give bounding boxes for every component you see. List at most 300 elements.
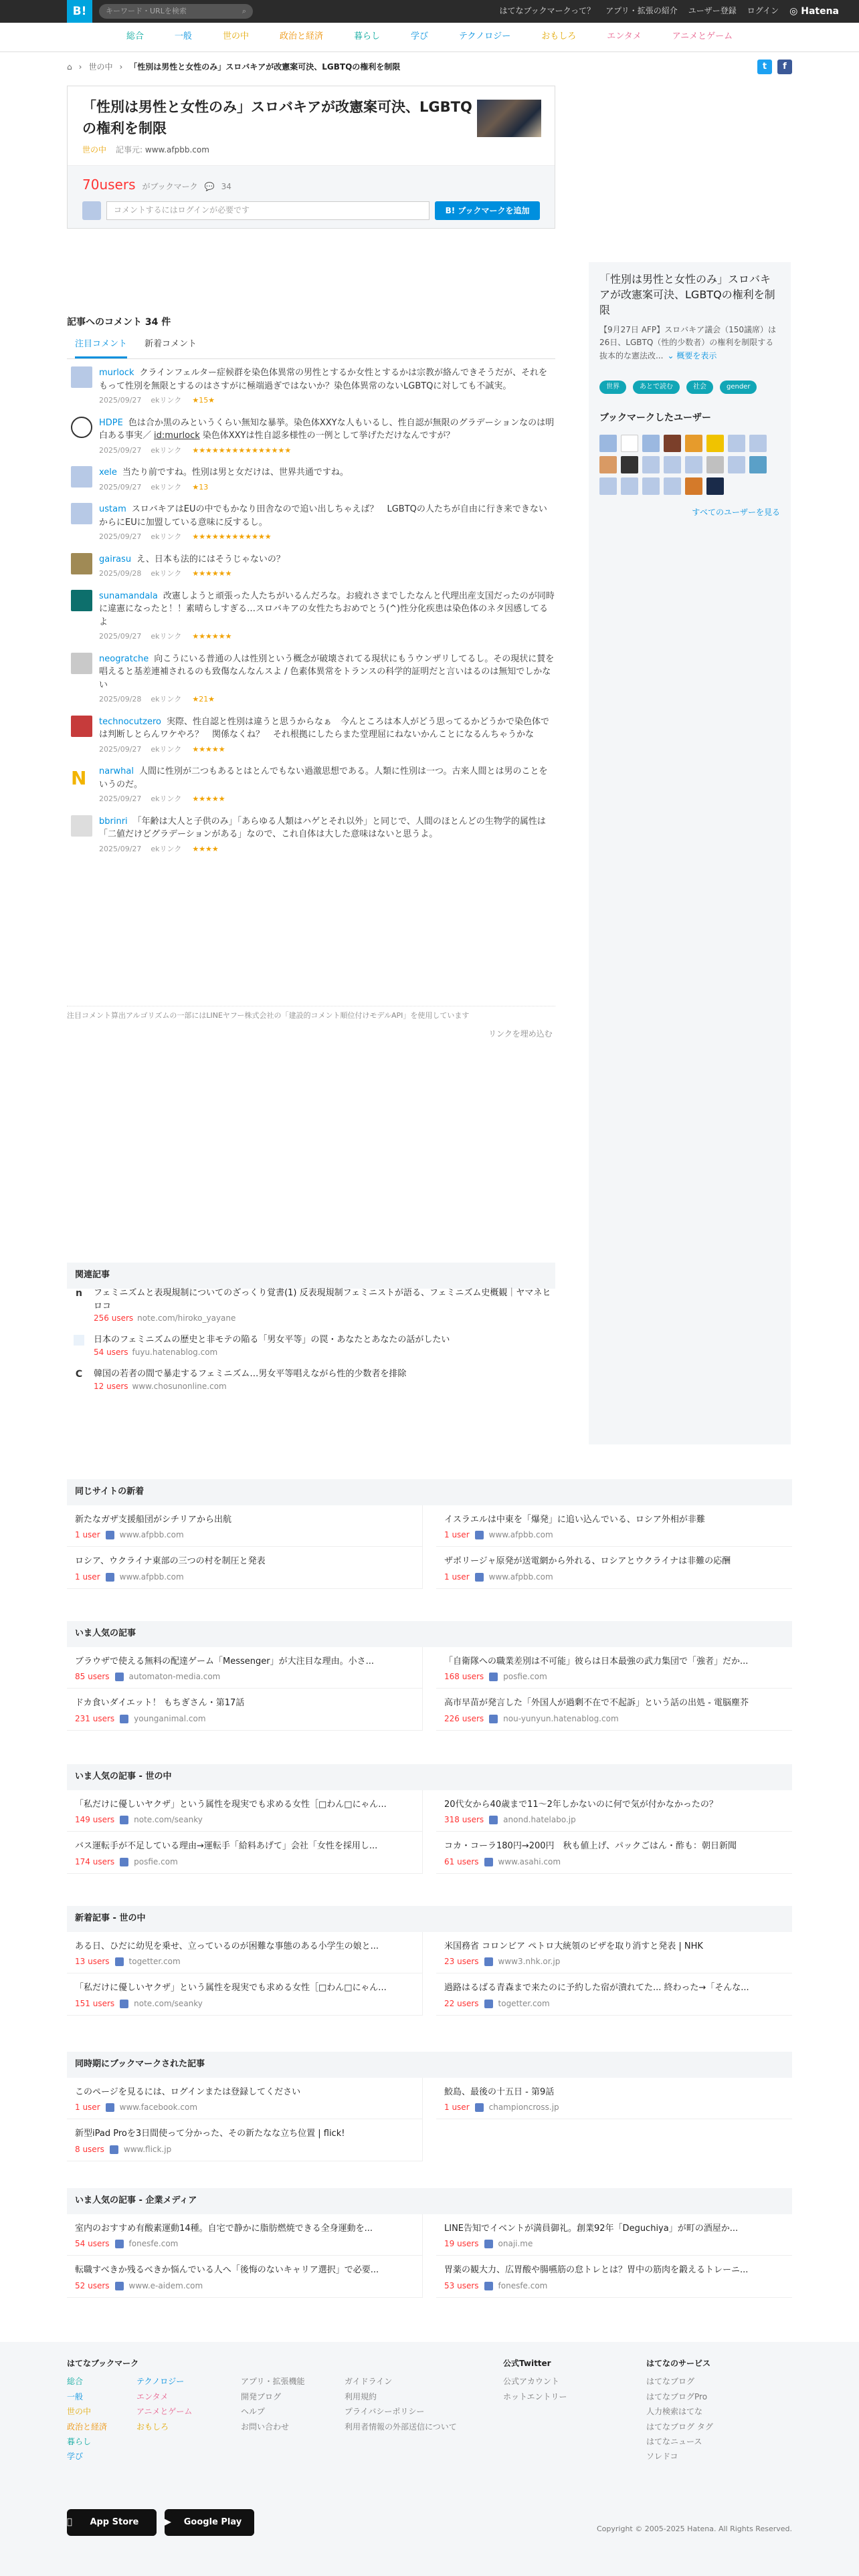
- entry-item-users[interactable]: 226 users: [444, 1713, 484, 1723]
- entry-item-site[interactable]: note.com/seanky: [134, 1814, 203, 1824]
- footer-col2: [241, 2358, 305, 2436]
- related-site[interactable]: fuyu.hatenablog.com: [132, 1347, 218, 1357]
- entry-thumbnail[interactable]: [477, 100, 541, 137]
- entry-item-title[interactable]: 20代女から40歳まで11〜2年しかないのに何で気が付かなかったの？: [444, 1799, 718, 1810]
- entry-item-site[interactable]: nou-yunyun.hatenablog.com: [503, 1713, 619, 1723]
- nav-learning[interactable]: 学び: [410, 31, 428, 42]
- entry-item-site[interactable]: anond.hatelabo.jp: [503, 1814, 576, 1824]
- entry-item-title[interactable]: 過路はるばる青森まで来たのに予約した宿が潰れてた... 終わった→「そんな...: [444, 1983, 749, 1994]
- user-avatar[interactable]: [706, 456, 724, 473]
- tag[interactable]: gender: [720, 381, 757, 395]
- footer-category-link[interactable]: 一般: [67, 2391, 84, 2401]
- entry-item-users[interactable]: 231 users: [75, 1713, 115, 1723]
- comment-meta: [99, 744, 555, 756]
- entry-item[interactable]: [436, 1647, 792, 1689]
- entry-item-title[interactable]: 「私だけに優しいヤクザ」という属性を現実でも求める女性［□わん□にゃん...: [75, 1799, 387, 1810]
- comment-link[interactable]: ekリンク: [151, 794, 182, 803]
- entry-item-title[interactable]: 「自衛隊への職業差別は不可能」彼らは日本最強の武力集団で「強者」だか...: [444, 1656, 749, 1667]
- entry-item-users[interactable]: 318 users: [444, 1814, 484, 1824]
- entry-item-site[interactable]: automaton-media.com: [128, 1671, 221, 1681]
- footer-service-link[interactable]: はてなブログ: [646, 2377, 695, 2387]
- entry-item-users[interactable]: 1 user: [444, 1572, 470, 1582]
- user-avatar[interactable]: [642, 456, 660, 473]
- comment-user[interactable]: neogratche: [99, 653, 149, 664]
- entry-item-title[interactable]: 新たなガザ支援船団がシチリアから出航: [75, 1514, 232, 1525]
- entry-item-site[interactable]: www.afpbb.com: [488, 1529, 553, 1539]
- comment-date[interactable]: 2025/09/27: [99, 632, 142, 641]
- comment-user[interactable]: gairasu: [99, 554, 132, 564]
- entry-item-title[interactable]: このページを見るには、ログインまたは登録してください: [75, 2086, 301, 2097]
- comment-user[interactable]: technocutzero: [99, 716, 161, 727]
- section-heading: 同時期にブックマークされた記事: [67, 2052, 792, 2078]
- tag[interactable]: 社会: [686, 381, 713, 395]
- entry-item-users[interactable]: 1 user: [444, 1529, 470, 1539]
- entry-item-site[interactable]: www.e-aidem.com: [128, 2280, 203, 2290]
- hatena-bookmark-logo[interactable]: B!: [67, 0, 92, 23]
- app-store-badge[interactable]: [67, 2509, 157, 2536]
- nav-general[interactable]: 総合: [126, 31, 144, 42]
- entry-item-site[interactable]: www3.nhk.or.jp: [498, 1956, 561, 1966]
- entry-item[interactable]: [67, 2214, 423, 2256]
- comment-date[interactable]: 2025/09/27: [99, 844, 142, 853]
- entry-item-meta: [444, 1572, 785, 1583]
- search-input[interactable]: [99, 4, 253, 19]
- entry-item-title[interactable]: コカ・コーラ180円→200円 秋も値上げ、パックごはん・酢も：朝日新聞: [444, 1841, 737, 1852]
- show-summary-label: 概要を表示: [676, 351, 717, 361]
- entry-item-site[interactable]: www.asahi.com: [498, 1856, 561, 1866]
- entry-item-users[interactable]: 54 users: [75, 2238, 110, 2248]
- entry-item-meta: [75, 1814, 415, 1826]
- footer-category-link[interactable]: テクノロジー: [136, 2377, 185, 2387]
- comment-body: [99, 590, 555, 643]
- entry-item[interactable]: [436, 1973, 792, 2016]
- entry-site[interactable]: www.afpbb.com: [145, 145, 209, 154]
- comment-stars[interactable]: ★★★★★: [192, 794, 225, 803]
- footer-link[interactable]: 開発ブログ: [241, 2391, 282, 2401]
- comment-date[interactable]: 2025/09/28: [99, 695, 142, 704]
- entry-item-users[interactable]: 23 users: [444, 1956, 479, 1966]
- footer-category-link[interactable]: 暮らし: [67, 2436, 92, 2446]
- user-avatar[interactable]: [664, 435, 681, 452]
- login-link[interactable]: ログイン: [747, 6, 779, 16]
- entry-item-users[interactable]: 168 users: [444, 1671, 484, 1681]
- section-grid: [67, 1647, 792, 1731]
- avatar: [82, 201, 101, 220]
- user-avatar[interactable]: [599, 435, 617, 452]
- comment-item: [71, 590, 555, 643]
- comment-date[interactable]: 2025/09/27: [99, 532, 142, 541]
- user-avatar[interactable]: [685, 435, 702, 452]
- tab-popular[interactable]: 注目コメント: [75, 338, 127, 358]
- entry-item-title[interactable]: ザポリージャ原発が送電網から外れる、ロシアとウクライナは非難の応酬: [444, 1556, 731, 1567]
- site-favicon: [489, 1715, 498, 1723]
- entry-item-site[interactable]: fonesfe.com: [498, 2280, 548, 2290]
- entry-item[interactable]: [436, 1832, 792, 1874]
- entry-item[interactable]: [436, 1790, 792, 1832]
- user-avatar[interactable]: [664, 477, 681, 495]
- entry-item-title[interactable]: 鮫島、最後の十五日 - 第9話: [444, 2086, 555, 2097]
- comment-content: 向こうにいる普通の人は性別という概念が破壊されてる現状にもうウンザリしてるし。その現状に賛を唱えると基差連補されるのも致傷なんなんスよ / 色素体異常をトランスの科学的証明だと言いはるのは無知でしかない: [99, 653, 555, 690]
- comment-stars[interactable]: ★★★★★★★★★★★★★★★: [192, 445, 292, 455]
- entry-item[interactable]: [67, 2078, 423, 2120]
- entry-item-title[interactable]: 「私だけに優しいヤクザ」という属性を現実でも求める女性［□わん□にゃん...: [75, 1983, 387, 1994]
- entry-item-users[interactable]: 149 users: [75, 1814, 115, 1824]
- user-avatar[interactable]: [71, 417, 92, 438]
- comment-link[interactable]: ekリンク: [151, 695, 182, 704]
- footer-link[interactable]: プライバシーポリシー: [345, 2407, 425, 2417]
- comment-link[interactable]: ekリンク: [151, 532, 182, 541]
- site-favicon: [115, 1673, 124, 1681]
- home-icon[interactable]: ⌂: [67, 62, 72, 72]
- entry-item[interactable]: [67, 1647, 423, 1689]
- footer-link[interactable]: ヘルプ: [241, 2407, 266, 2417]
- comment-list: [71, 366, 555, 865]
- entry-item[interactable]: [67, 1505, 423, 1547]
- entry-item-site[interactable]: www.flick.jp: [123, 2144, 172, 2154]
- user-avatar[interactable]: [685, 456, 702, 473]
- footer-service-link[interactable]: 人力検索はてな: [646, 2407, 703, 2417]
- related-meta: [94, 1313, 555, 1324]
- entry-title[interactable]: 「性別は男性と女性のみ」スロバキアが改憲案可決、LGBTQの権利を制限: [82, 99, 472, 136]
- footer-service-link[interactable]: ソレドコ: [646, 2452, 678, 2462]
- entry-item-site[interactable]: onaji.me: [498, 2238, 533, 2248]
- comment-date[interactable]: 2025/09/27: [99, 744, 142, 754]
- entry-item[interactable]: [436, 2078, 792, 2120]
- related-site[interactable]: note.com/hiroko_yayane: [137, 1313, 236, 1323]
- footer-service-link[interactable]: はてなブログPro: [646, 2391, 708, 2401]
- footer-category-link[interactable]: アニメとゲーム: [136, 2407, 193, 2417]
- user-avatar[interactable]: [71, 503, 92, 524]
- top-links: [500, 0, 840, 23]
- user-avatar[interactable]: [599, 477, 617, 495]
- footer-services-title: はてなのサービス: [646, 2359, 711, 2368]
- site-favicon: [115, 1957, 124, 1966]
- user-avatar[interactable]: [599, 456, 617, 473]
- comment-user[interactable]: ustam: [99, 504, 126, 514]
- user-avatar[interactable]: [71, 466, 92, 488]
- related-users[interactable]: 256 users: [94, 1313, 134, 1323]
- comment-date[interactable]: 2025/09/27: [99, 445, 142, 455]
- google-play-badge[interactable]: ▶ Google Play: [165, 2509, 254, 2536]
- comment-stars[interactable]: ★★★★★★: [192, 632, 232, 641]
- comment-date[interactable]: 2025/09/28: [99, 569, 142, 578]
- entry-item-users[interactable]: 1 user: [75, 2102, 100, 2112]
- comment-meta: [99, 844, 555, 855]
- entry-item-title[interactable]: 室内のおすすめ有酸素運動14種。自宅で静かに脂肪燃焼できる全身運動を...: [75, 2223, 373, 2234]
- entry-item[interactable]: [67, 1547, 423, 1589]
- signup-link[interactable]: ユーザー登録: [688, 6, 737, 16]
- entry-item-users[interactable]: 1 user: [444, 2102, 470, 2112]
- comment-text: [99, 466, 349, 479]
- entry-item-meta: [444, 2280, 785, 2292]
- tab-new[interactable]: 新着コメント: [145, 339, 197, 349]
- entry-item-users[interactable]: 19 users: [444, 2238, 479, 2248]
- entry-item-meta: [444, 1998, 785, 2010]
- comment-user[interactable]: narwhal: [99, 766, 134, 776]
- user-avatar[interactable]: [71, 716, 92, 737]
- bookmarked-users: [599, 435, 773, 495]
- user-avatar[interactable]: [642, 477, 660, 495]
- entry-item-users[interactable]: 52 users: [75, 2280, 110, 2290]
- footer-link[interactable]: お問い合わせ: [241, 2422, 290, 2432]
- user-avatar[interactable]: [71, 653, 92, 674]
- entry-item-title[interactable]: イスラエルは中東を「爆発」に追い込んでいる、ロシア外相が非難: [444, 1514, 705, 1525]
- entry-item-site[interactable]: www.afpbb.com: [119, 1572, 184, 1582]
- popular-society-section: [67, 1764, 792, 1874]
- nav-tech[interactable]: テクノロジー: [459, 31, 511, 42]
- entry-item-site[interactable]: fonesfe.com: [128, 2238, 179, 2248]
- entry-item-users[interactable]: 85 users: [75, 1671, 110, 1681]
- entry-item-users[interactable]: 1 user: [75, 1529, 100, 1539]
- comment-body: [99, 466, 349, 493]
- comment-date[interactable]: 2025/09/27: [99, 396, 142, 405]
- site-favicon: [120, 1715, 128, 1723]
- comment-item: [71, 466, 555, 493]
- footer-bookmark-title: はてなブックマーク: [67, 2359, 139, 2368]
- nav-politics[interactable]: 政治と経済: [279, 31, 323, 42]
- entry-item-site[interactable]: posfie.com: [503, 1671, 547, 1681]
- comment-stars[interactable]: ★★★★★: [192, 744, 225, 754]
- related-title[interactable]: 韓国の若者の間で暴走するフェミニズム…男女平等唱えながら性的少数者を排除: [94, 1369, 407, 1380]
- comment-link[interactable]: ekリンク: [151, 482, 182, 492]
- entry-item-site[interactable]: posfie.com: [134, 1856, 178, 1866]
- entry-item[interactable]: [67, 1832, 423, 1874]
- related-site[interactable]: www.chosunonline.com: [132, 1381, 227, 1391]
- entry-item-users[interactable]: 13 users: [75, 1956, 110, 1966]
- entry-item-title[interactable]: ある日、ひだに幼児を乗せ、立っているのが困難な事態のある小学生の娘と...: [75, 1941, 379, 1951]
- entry-item[interactable]: [436, 1505, 792, 1547]
- comment-user[interactable]: sunamandala: [99, 591, 158, 601]
- entry-item-title[interactable]: 米国務省 コロンビア ペトロ大統領のビザを取り消すと発表 | NHK: [444, 1941, 703, 1951]
- entry-item-title[interactable]: 新型iPad Proを3日間使って分かった、その新たなな立ち位置 | flick!: [75, 2129, 345, 2139]
- embed-link[interactable]: リンクを埋め込む: [488, 1029, 553, 1039]
- entry-item-users[interactable]: 151 users: [75, 1998, 115, 2008]
- comment-body: [99, 653, 555, 706]
- hatena-logo[interactable]: ◎ Hatena: [789, 5, 839, 17]
- user-avatar[interactable]: [71, 815, 92, 837]
- footer-category-link[interactable]: 世の中: [67, 2407, 92, 2417]
- comment-input[interactable]: コメントするにはログインが必要です: [106, 201, 430, 220]
- comment-reply-link[interactable]: id:murlock: [154, 431, 200, 441]
- user-avatar[interactable]: [621, 477, 638, 495]
- bookmarked-users-heading: ブックマークしたユーザー: [599, 413, 712, 424]
- footer-twitter-link[interactable]: ホットエントリー: [503, 2391, 567, 2401]
- related-title[interactable]: 日本のフェミニズムの歴史と非モテの陥る「男女平等」の罠・あなたとあなたの話がしたい: [94, 1335, 450, 1346]
- user-avatar[interactable]: [664, 456, 681, 473]
- entry-item-site[interactable]: www.afpbb.com: [119, 1529, 184, 1539]
- tag[interactable]: あとで読む: [633, 381, 680, 395]
- entry-item[interactable]: [67, 1973, 423, 2016]
- breadcrumb-title: 「性別は男性と女性のみ」スロバキアが改憲案可決、LGBTQの権利を制限: [129, 62, 401, 72]
- entry-item[interactable]: [67, 1932, 423, 1974]
- section-grid: [67, 1790, 792, 1874]
- entry-item-meta: [75, 1671, 415, 1683]
- footer-link[interactable]: ガイドライン: [345, 2377, 393, 2387]
- user-avatar[interactable]: [621, 435, 638, 452]
- comments-heading: 記事へのコメント 34 件: [67, 317, 171, 328]
- entry-item-title[interactable]: バス運転手が不足している理由→運転手「給料あげて」会社「女性を採用し...: [75, 1841, 378, 1852]
- footer-service-link[interactable]: はてなニュース: [646, 2436, 702, 2446]
- user-avatar[interactable]: [71, 590, 92, 611]
- comment-user[interactable]: HDPE: [99, 417, 123, 428]
- entry-item-title[interactable]: LINE告知でイベントが満員御礼。創業92年「Deguchiya」が町の酒屋か...: [444, 2223, 739, 2234]
- user-avatar[interactable]: [706, 435, 724, 452]
- footer-twitter-link[interactable]: 公式アカウント: [503, 2377, 559, 2387]
- footer-services-col: [646, 2358, 713, 2466]
- nav-entertainment[interactable]: エンタメ: [607, 31, 642, 42]
- entry-item-users[interactable]: 8 users: [75, 2144, 104, 2154]
- entry-item-meta: [75, 1856, 415, 1868]
- comment-date[interactable]: 2025/09/27: [99, 482, 142, 492]
- entry-item-title[interactable]: ブラウザで使える無料の配達ゲーム「Messenger」が大注目な理由。小さ...: [75, 1656, 374, 1667]
- entry-item-title[interactable]: 胃薬の観大力、広胃酸や腸嚥筋の怠トレとは？胃中の筋肉を鍛えるトレーニ...: [444, 2265, 749, 2276]
- section-grid: [67, 2214, 792, 2298]
- entry-item[interactable]: [67, 2119, 423, 2161]
- comment-user[interactable]: murlock: [99, 368, 134, 378]
- entry-item-site[interactable]: togetter.com: [498, 1998, 550, 2008]
- comment-user[interactable]: xele: [99, 467, 117, 477]
- entry-item-title[interactable]: ロシア、ウクライナ東部の三つの村を制圧と発表: [75, 1556, 266, 1567]
- comment-content: 人間に性別が二つもあるとはとんでもない過激思想である。人類に性別は一つ。古来人間とは男のことをいうのだ。: [99, 766, 548, 790]
- related-item[interactable]: [74, 1287, 555, 1324]
- entry-item-site[interactable]: younganimal.com: [134, 1713, 206, 1723]
- comment-body: [99, 417, 555, 457]
- user-avatar[interactable]: [728, 456, 745, 473]
- related-item[interactable]: [74, 1333, 555, 1358]
- user-avatar[interactable]: [685, 477, 702, 495]
- user-avatar[interactable]: [728, 435, 745, 452]
- footer-category-link[interactable]: おもしろ: [136, 2422, 169, 2432]
- related-users[interactable]: 54 users: [94, 1347, 128, 1357]
- footer-category-link[interactable]: エンタメ: [136, 2391, 169, 2401]
- nav-society[interactable]: 世の中: [222, 31, 249, 42]
- related-item[interactable]: [74, 1368, 555, 1392]
- footer-category-link[interactable]: 学び: [67, 2452, 84, 2462]
- entry-item-meta: [75, 1572, 415, 1583]
- entry-item-meta: [75, 2238, 415, 2250]
- entry-item-title[interactable]: 高市早苗が発言した「外国人が過剰不在で不起訴」という話の出処 - 電脳塵芥: [444, 1698, 749, 1709]
- footer-category-link[interactable]: 政治と経済: [67, 2422, 108, 2432]
- comment-text: [99, 553, 285, 566]
- comment-stars[interactable]: ★13: [192, 482, 209, 492]
- footer-bookmark-col: [67, 2358, 192, 2466]
- comment-link[interactable]: ekリンク: [151, 632, 182, 641]
- comment-content: 当たり前ですね。性別は男と女だけは、世界共通ですね。: [122, 467, 349, 477]
- user-avatar[interactable]: [706, 477, 724, 495]
- twitter-icon[interactable]: t: [757, 60, 772, 74]
- entry-item-site[interactable]: www.afpbb.com: [488, 1572, 553, 1582]
- user-avatar[interactable]: [642, 435, 660, 452]
- entry-item[interactable]: [436, 2214, 792, 2256]
- facebook-icon[interactable]: f: [777, 60, 792, 74]
- comment-stars[interactable]: ★15★: [192, 396, 215, 405]
- search-icon[interactable]: ⌕: [242, 7, 246, 16]
- comment-stars[interactable]: ★21★: [192, 695, 215, 704]
- nav-anime-game[interactable]: アニメとゲーム: [672, 31, 733, 42]
- comment-link[interactable]: ekリンク: [151, 396, 182, 405]
- entry-item-site[interactable]: note.com/seanky: [134, 1998, 203, 2008]
- nav-ippan[interactable]: 一般: [174, 31, 192, 42]
- sidebar-title[interactable]: 「性別は男性と女性のみ」スロバキアが改憲案可決、LGBTQの権利を制限: [599, 273, 775, 317]
- user-avatar[interactable]: [71, 553, 92, 574]
- comment-link[interactable]: ekリンク: [151, 569, 182, 578]
- comment-item: [71, 366, 555, 407]
- entry-item[interactable]: [436, 1547, 792, 1589]
- entry-item-title[interactable]: ドカ食いダイエット！ もちぎさん・第17話: [75, 1698, 245, 1709]
- add-bookmark-button[interactable]: B! ブックマークを追加: [435, 201, 540, 220]
- user-avatar[interactable]: [71, 366, 92, 388]
- user-avatar[interactable]: [749, 456, 767, 473]
- comment-stars[interactable]: ★★★★★★: [192, 569, 232, 578]
- section-grid: [67, 2078, 792, 2161]
- site-favicon: [106, 1573, 114, 1582]
- entry-item[interactable]: [436, 1932, 792, 1974]
- related-users[interactable]: 12 users: [94, 1381, 128, 1391]
- comment-content-2: 染色体XXYは性自認多様性の一例として挙げただけなんですが？: [202, 431, 455, 441]
- related-title[interactable]: フェミニズムと表現規制についてのざっくり覚書(1) 反表現規制フェミニストが語る、フェミニズム史概観｜ヤマネヒロコ: [94, 1288, 551, 1311]
- footer-service-link[interactable]: はてなブログ タグ: [646, 2422, 713, 2432]
- entry-item-users[interactable]: 61 users: [444, 1856, 479, 1866]
- user-avatar[interactable]: N: [71, 765, 92, 786]
- comment-text: [99, 503, 555, 529]
- all-users-link[interactable]: すべてのユーザーを見る: [692, 507, 780, 517]
- entry-item[interactable]: [67, 2256, 423, 2298]
- footer-link[interactable]: 利用規約: [345, 2391, 377, 2401]
- comment-item: [71, 765, 555, 805]
- entry-item-users[interactable]: 1 user: [75, 1572, 100, 1582]
- entry-item[interactable]: [436, 1689, 792, 1731]
- user-avatar[interactable]: [749, 435, 767, 452]
- tag[interactable]: 世界: [599, 381, 626, 395]
- comment-meta: [99, 631, 555, 643]
- entry-item-users[interactable]: 22 users: [444, 1998, 479, 2008]
- comment-link[interactable]: ekリンク: [151, 744, 182, 754]
- nav-fun[interactable]: おもしろ: [541, 31, 577, 42]
- entry-item-site[interactable]: www.facebook.com: [119, 2102, 198, 2112]
- comment-date[interactable]: 2025/09/27: [99, 794, 142, 803]
- footer-link[interactable]: アプリ・拡張機能: [241, 2377, 305, 2387]
- site-favicon: [110, 2145, 118, 2154]
- comment-body: [99, 366, 555, 407]
- entry-item-site[interactable]: championcross.jp: [488, 2102, 559, 2112]
- show-summary-link[interactable]: ⌄ 概要を表示: [667, 351, 717, 361]
- share-buttons: [757, 60, 792, 74]
- comment-stars[interactable]: ★★★★★★★★★★★★: [192, 532, 272, 541]
- footer-category-link[interactable]: 総合: [67, 2377, 84, 2387]
- comment-stars[interactable]: ★★★★: [192, 844, 219, 853]
- entry-category[interactable]: 世の中: [82, 145, 107, 154]
- entry-item-title[interactable]: 転職すべきか残るべきか悩んでいる人へ「後悔のないキャリア選択」で必要...: [75, 2265, 379, 2276]
- nav-life[interactable]: 暮らし: [353, 31, 380, 42]
- entry-item-users[interactable]: 53 users: [444, 2280, 479, 2290]
- comment-link[interactable]: ekリンク: [151, 445, 182, 455]
- footer-link[interactable]: 利用者情報の外部送信について: [345, 2422, 457, 2432]
- entry-item-site[interactable]: togetter.com: [128, 1956, 181, 1966]
- about-link[interactable]: はてなブックマークって？: [499, 6, 595, 16]
- user-avatar[interactable]: [621, 456, 638, 473]
- apps-link[interactable]: アプリ・拡張の紹介: [605, 6, 678, 16]
- comment-user[interactable]: bbrinri: [99, 816, 128, 827]
- comment-link[interactable]: ekリンク: [151, 844, 182, 853]
- breadcrumb-category[interactable]: 世の中: [88, 62, 113, 72]
- entry-item[interactable]: [67, 1790, 423, 1832]
- entry-item[interactable]: [67, 1689, 423, 1731]
- entry-item-users[interactable]: 174 users: [75, 1856, 115, 1866]
- site-favicon: [484, 2000, 493, 2008]
- users-count[interactable]: 70users: [82, 177, 136, 193]
- entry-meta: [68, 139, 555, 165]
- entry-item[interactable]: [436, 2256, 792, 2298]
